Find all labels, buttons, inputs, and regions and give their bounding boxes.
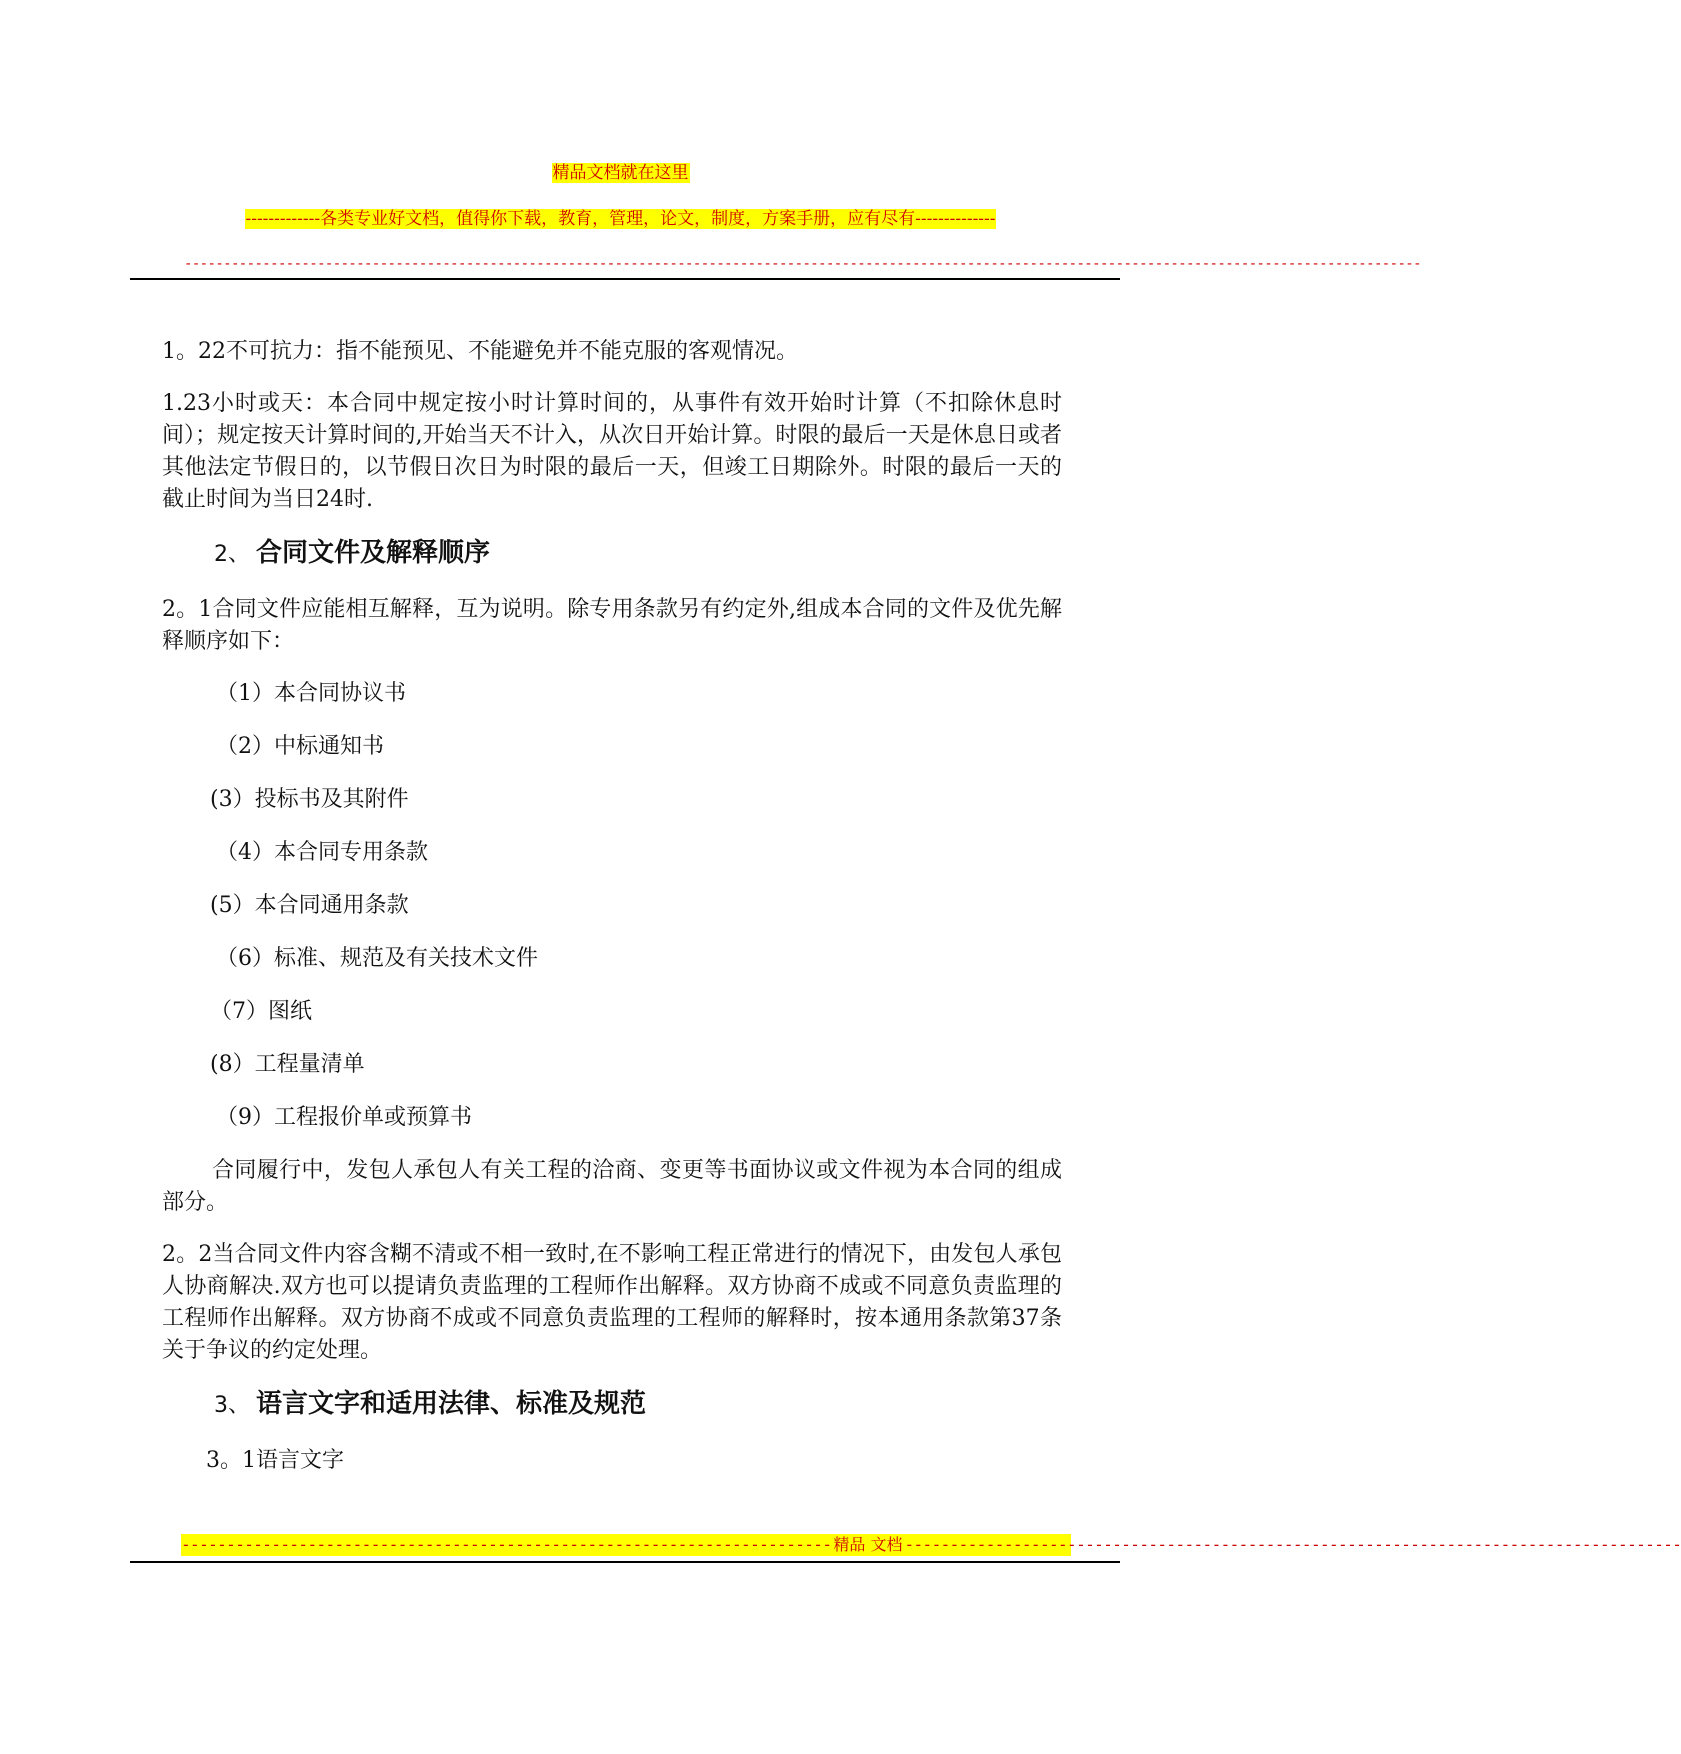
footer-dash-left: ------------------------------------------------------------------------ (181, 1535, 832, 1554)
footer-dash-right: -------------------------------------------------------------------------------------- (904, 1535, 1681, 1554)
section-title-3: 语言文字和适用法律、标准及规范 (256, 1389, 647, 1419)
clause-2-2: 2。2当合同文件内容含糊不清或不相一致时,在不影响工程正常进行的情况下，由发包人承包人协商解决.双方也可以提请负责监理的工程师作出解释。双方协商不成或不同意负责监理的工程师作出解释。双方协商不成或不同意负责监理的工程师的解释时，按本通用条款第37条关于争议的约定处理。 (162, 1242, 1062, 1363)
list-item: （2）中标通知书 (216, 734, 384, 759)
list-item: （4）本合同专用条款 (216, 840, 428, 865)
list-item: (8）工程量清单 (210, 1052, 365, 1077)
header-subtitle-text: -------------各类专业好文档，值得你下载，教育，管理，论文，制度，方案手册，应有尽有-------------- (245, 209, 996, 229)
clause-1-23: 1.23小时或天：本合同中规定按小时计算时间的，从事件有效开始时计算（不扣除休息时间）；规定按天计算时间的,开始当天不计入，从次日开始计算。时限的最后一天是休息日或者其他法定节假日的，以节假日次日为时限的最后一天，但竣工日期除外。时限的最后一天的截止时间为当日24时. (162, 391, 1062, 512)
list-item: （6）标准、规范及有关技术文件 (216, 946, 538, 971)
header-subtitle (0, 208, 1241, 230)
section-title-2: 合同文件及解释顺序 (256, 538, 491, 568)
list-item: （7）图纸 (210, 999, 312, 1024)
document-body (162, 336, 1062, 1497)
footer-rule (130, 1561, 1120, 1563)
footer-banner (181, 1534, 1681, 1556)
clause-3-1: 3。1语言文字 (206, 1448, 344, 1473)
section-number-3: 3、 (214, 1393, 250, 1418)
header-title-text: 精品文档就在这里 (552, 163, 689, 183)
section-heading-2 (214, 536, 1062, 572)
list-item: (3）投标书及其附件 (210, 787, 409, 812)
clause-1-22: 1。22不可抗力：指不能预见、不能避免并不能克服的客观情况。 (162, 339, 798, 364)
header-title (0, 162, 1241, 184)
header-rule (130, 278, 1120, 280)
header-dash-line: -------------------------------------------------------------------------------------------------------------------------------------------------------------- (184, 256, 1421, 272)
list-item: (5）本合同通用条款 (210, 893, 409, 918)
list-item: （9）工程报价单或预算书 (216, 1105, 472, 1130)
clause-2-1: 2。1合同文件应能相互解释，互为说明。除专用条款另有约定外,组成本合同的文件及优先解释顺序如下： (162, 597, 1062, 654)
section-number-2: 2、 (214, 542, 250, 567)
section-heading-3 (214, 1387, 1062, 1423)
contract-performance-paragraph: 合同履行中，发包人承包人有关工程的洽商、变更等书面协议或文件视为本合同的组成部分。 (162, 1158, 1062, 1215)
list-item: （1）本合同协议书 (216, 681, 406, 706)
footer-label: 精品 文档 (833, 1535, 903, 1554)
